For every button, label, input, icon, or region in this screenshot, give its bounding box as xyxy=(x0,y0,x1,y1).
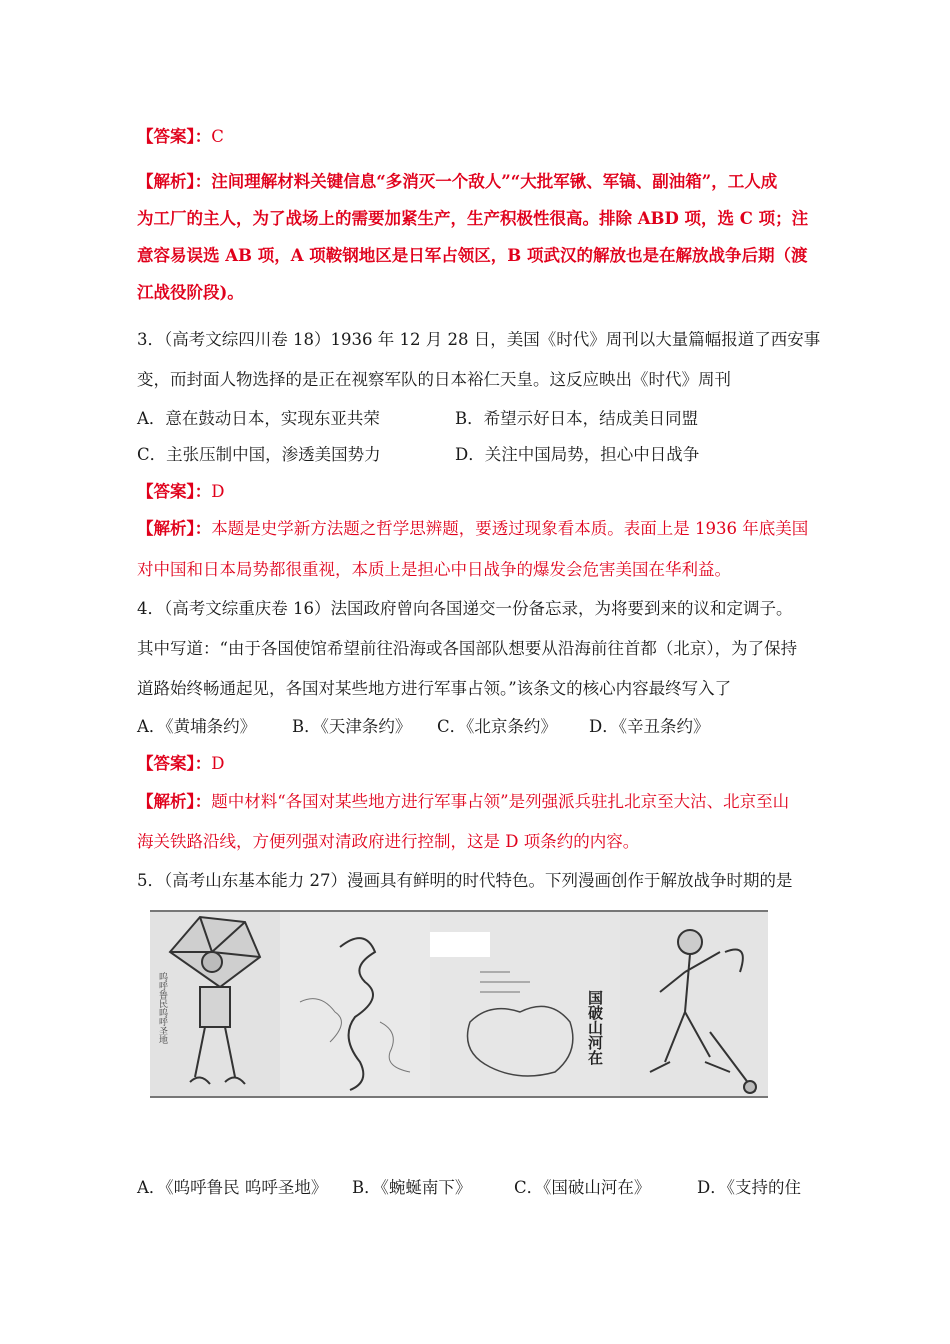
q4-option-c: C．《北京条约》 xyxy=(437,717,557,736)
q2-analysis-line-3: 意容易误选 AB 项，A 项鞍钢地区是日军占领区，B 项武汉的解放也是在解放战争后期（渡 xyxy=(137,246,808,265)
answer-value: D xyxy=(211,482,225,501)
q5-option-c: C．《国破山河在》 xyxy=(514,1178,651,1197)
q3-stem-line-1: 3．（高考文综四川卷 18）1936 年 12 月 28 日，美国《时代》周刊以大量篇幅报道了西安事 xyxy=(137,330,821,349)
q5-option-a: A．《呜呼鲁民 呜呼圣地》 xyxy=(137,1178,328,1197)
analysis-label: 【解析】： xyxy=(137,172,212,191)
q3-option-b: B．希望示好日本，结成美日同盟 xyxy=(455,409,699,428)
analysis-label: 【解析】： xyxy=(137,519,212,538)
q2-analysis-line-4: 江战役阶段)。 xyxy=(137,283,244,302)
q5-option-d: D．《支持的住 xyxy=(697,1178,801,1197)
answer-label: 【答案】： xyxy=(137,127,212,146)
cartoon-strip-drawing xyxy=(150,912,768,1096)
cartoon-strip-image xyxy=(150,910,768,1098)
q5-option-b: B．《蜿蜒南下》 xyxy=(352,1178,472,1197)
cartoon-stamp-text: 国破山河在 xyxy=(586,990,604,1065)
q4-analysis-line-1: 【解析】：题中材料“各国对某些地方进行军事占领”是列强派兵驻扎北京至大沽、北京至山 xyxy=(137,792,790,811)
answer-label: 【答案】： xyxy=(137,482,212,501)
q3-stem-line-2: 变，而封面人物选择的是正在视察军队的日本裕仁天皇。这反应映出《时代》周刊 xyxy=(137,370,731,389)
q4-stem-line-2: 其中写道：“由于各国使馆希望前往沿海或各国部队想要从沿海前往首都（北京），为了保持 xyxy=(137,639,798,658)
q2-analysis-line-1: 【解析】：注间理解材料关键信息“多消灭一个敌人”“大批军锹、军镐、副油箱”，工人成 xyxy=(137,172,778,191)
analysis-label: 【解析】： xyxy=(137,792,212,811)
q4-answer xyxy=(137,754,224,774)
answer-value: D xyxy=(211,754,225,773)
answer-value: C xyxy=(211,127,224,146)
q3-option-c: C．主张压制中国，渗透美国势力 xyxy=(137,445,381,464)
blank-patch xyxy=(430,932,490,957)
cartoon-caption-vertical: 呜呼鲁民呜呼圣地 xyxy=(157,972,167,1044)
q4-analysis-line-2: 海关铁路沿线，方便列强对清政府进行控制，这是 D 项条约的内容。 xyxy=(137,832,640,851)
answer-label: 【答案】： xyxy=(137,754,212,773)
q3-analysis-line-1: 【解析】：本题是史学新方法题之哲学思辨题，要透过现象看本质。表面上是 1936 年底美国 xyxy=(137,519,809,538)
q4-stem-line-3: 道路始终畅通起见，各国对某些地方进行军事占领。”该条文的核心内容最终写入了 xyxy=(137,679,732,698)
q4-option-d: D．《辛丑条约》 xyxy=(589,717,710,736)
q4-stem-line-1: 4．（高考文综重庆卷 16）法国政府曾向各国递交一份备忘录，为将要到来的议和定调子。 xyxy=(137,599,793,618)
q2-analysis-line-2: 为工厂的主人，为了战场上的需要加紧生产，生产积极性很高。排除 ABD 项，选 C 项；注 xyxy=(137,209,809,228)
q5-stem: 5．（高考山东基本能力 27）漫画具有鲜明的时代特色。下列漫画创作于解放战争时期的是 xyxy=(137,871,793,890)
q2-answer xyxy=(137,127,224,147)
q3-option-a: A．意在鼓动日本，实现东亚共荣 xyxy=(137,409,380,428)
q3-answer xyxy=(137,482,224,502)
q4-option-a: A．《黄埔条约》 xyxy=(137,717,257,736)
q3-option-d: D．关注中国局势，担心中日战争 xyxy=(455,445,700,464)
q4-option-b: B．《天津条约》 xyxy=(292,717,412,736)
q3-analysis-line-2: 对中国和日本局势都很重视，本质上是担心中日战争的爆发会危害美国在华利益。 xyxy=(137,560,731,579)
